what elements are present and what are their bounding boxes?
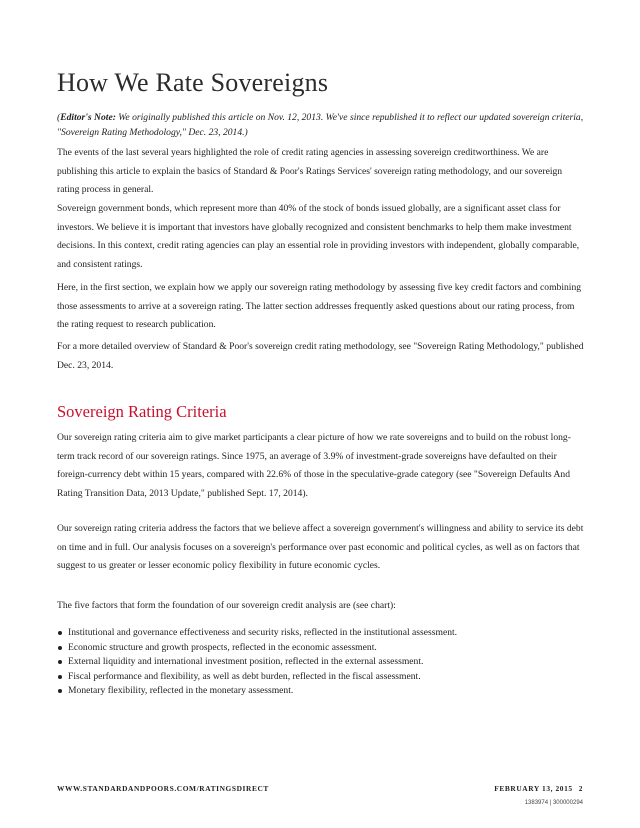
editors-note-label: Editor's Note: bbox=[60, 112, 116, 123]
footer-website-link[interactable]: WWW.STANDARDANDPOORS.COM/RATINGSDIRECT bbox=[57, 784, 269, 793]
list-item-text: Fiscal performance and flexibility, as well as debt burden, reflected in the fiscal assessment. bbox=[68, 670, 421, 682]
page-number: 2 bbox=[578, 784, 583, 793]
intro-paragraph-2: Sovereign government bonds, which represent more than 40% of the stock of bonds issued globally, are a significant asset class for investors. We believe it is important that investors have globally recognized and consistent benchmarks to help them make investment decisions. In this context, credit rating agencies can play an essential role in providing investors with independent, globally comparable, and consistent ratings. bbox=[57, 203, 580, 270]
list-item bbox=[57, 670, 585, 685]
editors-note-open-paren: ( bbox=[57, 112, 61, 123]
section-paragraph-2: Our sovereign rating criteria address the factors that we believe affect a sovereign government's willingness and ability to service its debt on time and in full. Our analysis focuses on a sovereign's performance over past economic and political cycles, as well as on factors that suggest to us greater or lesser economic policy flexibility in future economic cycles. bbox=[57, 523, 584, 571]
footer-doc-id: 1383974 | 300000294 bbox=[524, 800, 583, 806]
list-item bbox=[57, 641, 585, 656]
footer-date: FEBRUARY 13, 2015 bbox=[494, 784, 573, 793]
section-heading: Sovereign Rating Criteria bbox=[57, 402, 227, 421]
list-item-text: Monetary flexibility, reflected in the monetary assessment. bbox=[68, 685, 294, 697]
footer-date-page bbox=[494, 784, 583, 793]
list-item-text: Economic structure and growth prospects, reflected in the economic assessment. bbox=[68, 641, 377, 653]
list-item-text: External liquidity and international investment position, reflected in the external assessment. bbox=[68, 656, 424, 668]
factor-list bbox=[57, 626, 585, 699]
intro-paragraph-1: The events of the last several years highlighted the role of credit rating agencies in assessing sovereign creditworthiness. We are publishing this article to explain the basics of Standard & Poor's Ratings Services' sovereign rating methodology, and our sovereign rating process in general. bbox=[57, 147, 563, 195]
editors-note-text: We originally published this article on Nov. 12, 2013. We've since republished it to reflect our updated sovereign criteria, "Sovereign Rating Methodology," Dec. 23, 2014.) bbox=[57, 112, 584, 138]
editors-note bbox=[57, 110, 587, 140]
list-item bbox=[57, 655, 585, 670]
section-paragraph-3: The five factors that form the foundation of our sovereign credit analysis are (see chart): bbox=[57, 600, 396, 611]
bullet-icon bbox=[58, 675, 62, 679]
list-item bbox=[57, 684, 585, 699]
intro-paragraph-3: Here, in the first section, we explain how we apply our sovereign rating methodology by assessing five key credit factors and combining those assessments to arrive at a sovereign rating. The latter section addresses frequently asked questions about our rating process, from the rating request to research publication. bbox=[57, 282, 582, 330]
bullet-icon bbox=[58, 631, 62, 635]
list-item bbox=[57, 626, 585, 641]
page-title: How We Rate Sovereigns bbox=[57, 68, 329, 97]
bullet-icon bbox=[58, 689, 62, 693]
section-paragraph-1: Our sovereign rating criteria aim to give market participants a clear picture of how we rate sovereigns and to build on the robust long-term track record of our sovereign ratings. Since 1975, an average of 3.9% of investment-grade sovereigns have defaulted on their foreign-currency debt within 15 years, compared with 22.6% of those in the speculative-grade category (see "Sovereign Defaults And Rating Transition Data, 2013 Update," published Sept. 17, 2014). bbox=[57, 432, 571, 499]
intro-paragraph-4: For a more detailed overview of Standard & Poor's sovereign credit rating methodology, see "Sovereign Rating Methodology," published Dec. 23, 2014. bbox=[57, 341, 584, 371]
bullet-icon bbox=[58, 646, 62, 650]
bullet-icon bbox=[58, 660, 62, 664]
list-item-text: Institutional and governance effectiveness and security risks, reflected in the institutional assessment. bbox=[68, 627, 458, 638]
